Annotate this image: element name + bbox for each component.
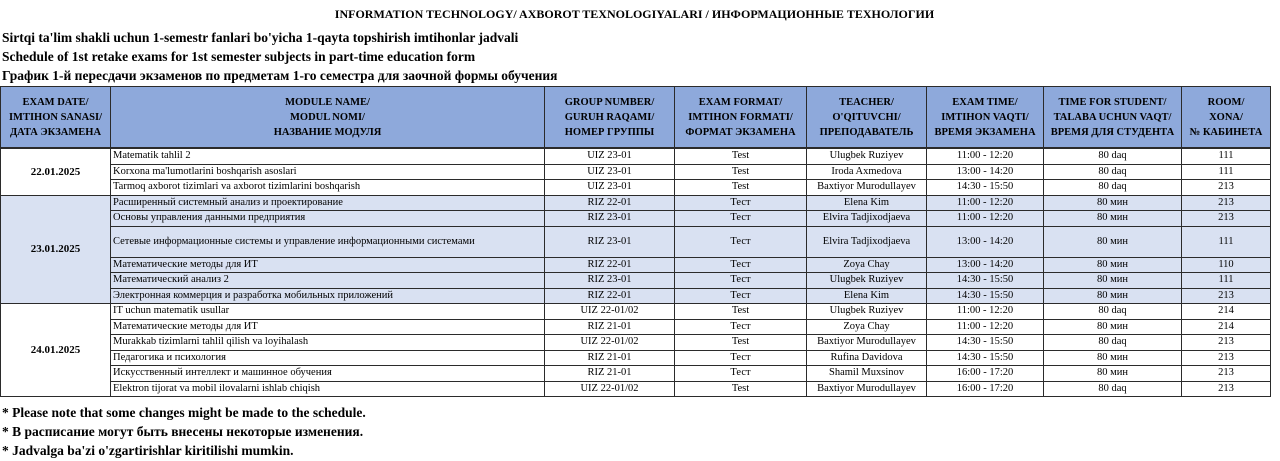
format-cell: Test	[675, 304, 807, 320]
exam-schedule-table	[0, 86, 1271, 397]
teacher-cell: Elvira Tadjixodjaeva	[807, 226, 927, 257]
teacher-cell: Baxtiyor Murodullayev	[807, 335, 927, 351]
time-cell: 11:00 - 12:20	[927, 195, 1044, 211]
group-cell: RIZ 21-01	[545, 366, 675, 382]
format-cell: Test	[675, 148, 807, 164]
group-cell: UIZ 22-01/02	[545, 304, 675, 320]
table-row	[1, 273, 1271, 289]
time-cell: 14:30 - 15:50	[927, 180, 1044, 196]
student-time-cell: 80 мин	[1044, 288, 1182, 304]
group-cell: RIZ 23-01	[545, 273, 675, 289]
header-row	[1, 87, 1271, 149]
room-cell: 111	[1182, 148, 1271, 164]
table-row	[1, 226, 1271, 257]
table-row	[1, 195, 1271, 211]
time-cell: 14:30 - 15:50	[927, 273, 1044, 289]
module-cell: Электронная коммерция и разработка мобильных приложений	[111, 288, 545, 304]
header-module-name: MODULE NAME/ MODUL NOMI/ НАЗВАНИЕ МОДУЛЯ	[111, 87, 545, 149]
room-cell: 213	[1182, 335, 1271, 351]
teacher-cell: Baxtiyor Murodullayev	[807, 381, 927, 397]
module-cell: Математические методы для ИТ	[111, 319, 545, 335]
student-time-cell: 80 мин	[1044, 226, 1182, 257]
teacher-cell: Ulugbek Ruziyev	[807, 148, 927, 164]
table-row	[1, 304, 1271, 320]
student-time-cell: 80 daq	[1044, 335, 1182, 351]
module-cell: Искусственный интеллект и машинное обучения	[111, 366, 545, 382]
teacher-cell: Baxtiyor Murodullayev	[807, 180, 927, 196]
student-time-cell: 80 мин	[1044, 319, 1182, 335]
group-cell: UIZ 23-01	[545, 164, 675, 180]
format-cell: Тест	[675, 350, 807, 366]
module-cell: Математический анализ 2	[111, 273, 545, 289]
table-row	[1, 319, 1271, 335]
group-cell: RIZ 21-01	[545, 319, 675, 335]
group-cell: UIZ 22-01/02	[545, 335, 675, 351]
table-row	[1, 350, 1271, 366]
student-time-cell: 80 мин	[1044, 211, 1182, 227]
time-cell: 11:00 - 12:20	[927, 319, 1044, 335]
format-cell: Тест	[675, 288, 807, 304]
teacher-cell: Elvira Tadjixodjaeva	[807, 211, 927, 227]
teacher-cell: Ulugbek Ruziyev	[807, 273, 927, 289]
module-cell: Педагогика и психология	[111, 350, 545, 366]
room-cell: 213	[1182, 381, 1271, 397]
time-cell: 14:30 - 15:50	[927, 350, 1044, 366]
student-time-cell: 80 daq	[1044, 180, 1182, 196]
format-cell: Тест	[675, 319, 807, 335]
room-cell: 213	[1182, 350, 1271, 366]
time-cell: 16:00 - 17:20	[927, 381, 1044, 397]
schedule-title-en: Schedule of 1st retake exams for 1st semester subjects in part-time education form	[2, 49, 476, 64]
table-row	[1, 148, 1271, 164]
exam-date-cell: 23.01.2025	[1, 195, 111, 304]
time-cell: 13:00 - 14:20	[927, 226, 1044, 257]
group-cell: UIZ 23-01	[545, 180, 675, 196]
schedule-notes	[2, 403, 366, 460]
module-cell: IT uchun matematik usullar	[111, 304, 545, 320]
faculty-title: INFORMATION TECHNOLOGY/ AXBOROT TEXNOLOGIYALARI / ИНФОРМАЦИОННЫЕ ТЕХНОЛОГИИ	[334, 7, 935, 21]
group-cell: UIZ 23-01	[545, 148, 675, 164]
module-cell: Tarmoq axborot tizimlari va axborot tizimlarini boshqarish	[111, 180, 545, 196]
exam-date-cell: 24.01.2025	[1, 304, 111, 397]
format-cell: Тест	[675, 195, 807, 211]
table-row	[1, 381, 1271, 397]
group-cell: RIZ 22-01	[545, 288, 675, 304]
time-cell: 16:00 - 17:20	[927, 366, 1044, 382]
exam-date-cell: 22.01.2025	[1, 148, 111, 195]
module-cell: Сетевые информационные системы и управление информационными системами	[111, 226, 545, 257]
time-cell: 13:00 - 14:20	[927, 257, 1044, 273]
time-cell: 11:00 - 12:20	[927, 148, 1044, 164]
format-cell: Тест	[675, 273, 807, 289]
table-row	[1, 335, 1271, 351]
room-cell: 111	[1182, 164, 1271, 180]
format-cell: Тест	[675, 211, 807, 227]
header-group-number: GROUP NUMBER/ GURUH RAQAMI/ НОМЕР ГРУППЫ	[545, 87, 675, 149]
student-time-cell: 80 daq	[1044, 148, 1182, 164]
table-row	[1, 180, 1271, 196]
table-row	[1, 211, 1271, 227]
student-time-cell: 80 мин	[1044, 195, 1182, 211]
header-exam-time: EXAM TIME/ IMTIHON VAQTI/ ВРЕМЯ ЭКЗАМЕНА	[927, 87, 1044, 149]
room-cell: 111	[1182, 273, 1271, 289]
format-cell: Тест	[675, 226, 807, 257]
group-cell: RIZ 21-01	[545, 350, 675, 366]
teacher-cell: Elena Kim	[807, 195, 927, 211]
student-time-cell: 80 мин	[1044, 257, 1182, 273]
format-cell: Test	[675, 180, 807, 196]
room-cell: 213	[1182, 211, 1271, 227]
room-cell: 213	[1182, 195, 1271, 211]
teacher-cell: Ulugbek Ruziyev	[807, 304, 927, 320]
module-cell: Расширенный системный анализ и проектирование	[111, 195, 545, 211]
header-student-time: TIME FOR STUDENT/ TALABA UCHUN VAQT/ ВРЕМЯ ДЛЯ СТУДЕНТА	[1044, 87, 1182, 149]
time-cell: 11:00 - 12:20	[927, 211, 1044, 227]
header-room: ROOM/ XONA/ № КАБИНЕТА	[1182, 87, 1271, 149]
schedule-title-uz: Sirtqi ta'lim shakli uchun 1-semestr fanlari bo'yicha 1-qayta topshirish imtihonlar jadvali	[2, 30, 519, 45]
format-cell: Test	[675, 164, 807, 180]
group-cell: RIZ 22-01	[545, 257, 675, 273]
module-cell: Математические методы для ИТ	[111, 257, 545, 273]
note-uz: * Jadvalga ba'zi o'zgartirishlar kiritilishi mumkin.	[2, 443, 294, 458]
header-exam-date: EXAM DATE/ IMTIHON SANASI/ ДАТА ЭКЗАМЕНА	[1, 87, 111, 149]
teacher-cell: Shamil Muxsinov	[807, 366, 927, 382]
room-cell: 110	[1182, 257, 1271, 273]
room-cell: 214	[1182, 304, 1271, 320]
time-cell: 14:30 - 15:50	[927, 288, 1044, 304]
note-ru: * В расписание могут быть внесены некоторые изменения.	[2, 424, 364, 439]
module-cell: Murakkab tizimlarni tahlil qilish va loyihalash	[111, 335, 545, 351]
format-cell: Test	[675, 335, 807, 351]
student-time-cell: 80 daq	[1044, 164, 1182, 180]
format-cell: Тест	[675, 257, 807, 273]
student-time-cell: 80 мин	[1044, 350, 1182, 366]
room-cell: 213	[1182, 366, 1271, 382]
header-teacher: TEACHER/ O'QITUVCHI/ ПРЕПОДАВАТЕЛЬ	[807, 87, 927, 149]
group-cell: RIZ 23-01	[545, 211, 675, 227]
header-exam-format: EXAM FORMAT/ IMTIHON FORMATI/ ФОРМАТ ЭКЗАМЕНА	[675, 87, 807, 149]
note-en: * Please note that some changes might be made to the schedule.	[2, 405, 366, 420]
teacher-cell: Zoya Chay	[807, 319, 927, 335]
teacher-cell: Elena Kim	[807, 288, 927, 304]
student-time-cell: 80 daq	[1044, 304, 1182, 320]
room-cell: 111	[1182, 226, 1271, 257]
room-cell: 213	[1182, 288, 1271, 304]
group-cell: UIZ 22-01/02	[545, 381, 675, 397]
table-row	[1, 288, 1271, 304]
group-cell: RIZ 22-01	[545, 195, 675, 211]
module-cell: Elektron tijorat va mobil ilovalarni ishlab chiqish	[111, 381, 545, 397]
module-cell: Korxona ma'lumotlarini boshqarish asoslari	[111, 164, 545, 180]
student-time-cell: 80 мин	[1044, 366, 1182, 382]
time-cell: 11:00 - 12:20	[927, 304, 1044, 320]
teacher-cell: Iroda Axmedova	[807, 164, 927, 180]
module-cell: Основы управления данными предприятия	[111, 211, 545, 227]
group-cell: RIZ 23-01	[545, 226, 675, 257]
format-cell: Test	[675, 381, 807, 397]
room-cell: 214	[1182, 319, 1271, 335]
room-cell: 213	[1182, 180, 1271, 196]
table-row	[1, 164, 1271, 180]
student-time-cell: 80 daq	[1044, 381, 1182, 397]
table-row	[1, 257, 1271, 273]
teacher-cell: Rufina Davidova	[807, 350, 927, 366]
teacher-cell: Zoya Chay	[807, 257, 927, 273]
schedule-title-ru: График 1-й пересдачи экзаменов по предметам 1-го семестра для заочной формы обучения	[2, 68, 558, 83]
time-cell: 13:00 - 14:20	[927, 164, 1044, 180]
module-cell: Matematik tahlil 2	[111, 148, 545, 164]
format-cell: Тест	[675, 366, 807, 382]
time-cell: 14:30 - 15:50	[927, 335, 1044, 351]
table-row	[1, 366, 1271, 382]
student-time-cell: 80 мин	[1044, 273, 1182, 289]
